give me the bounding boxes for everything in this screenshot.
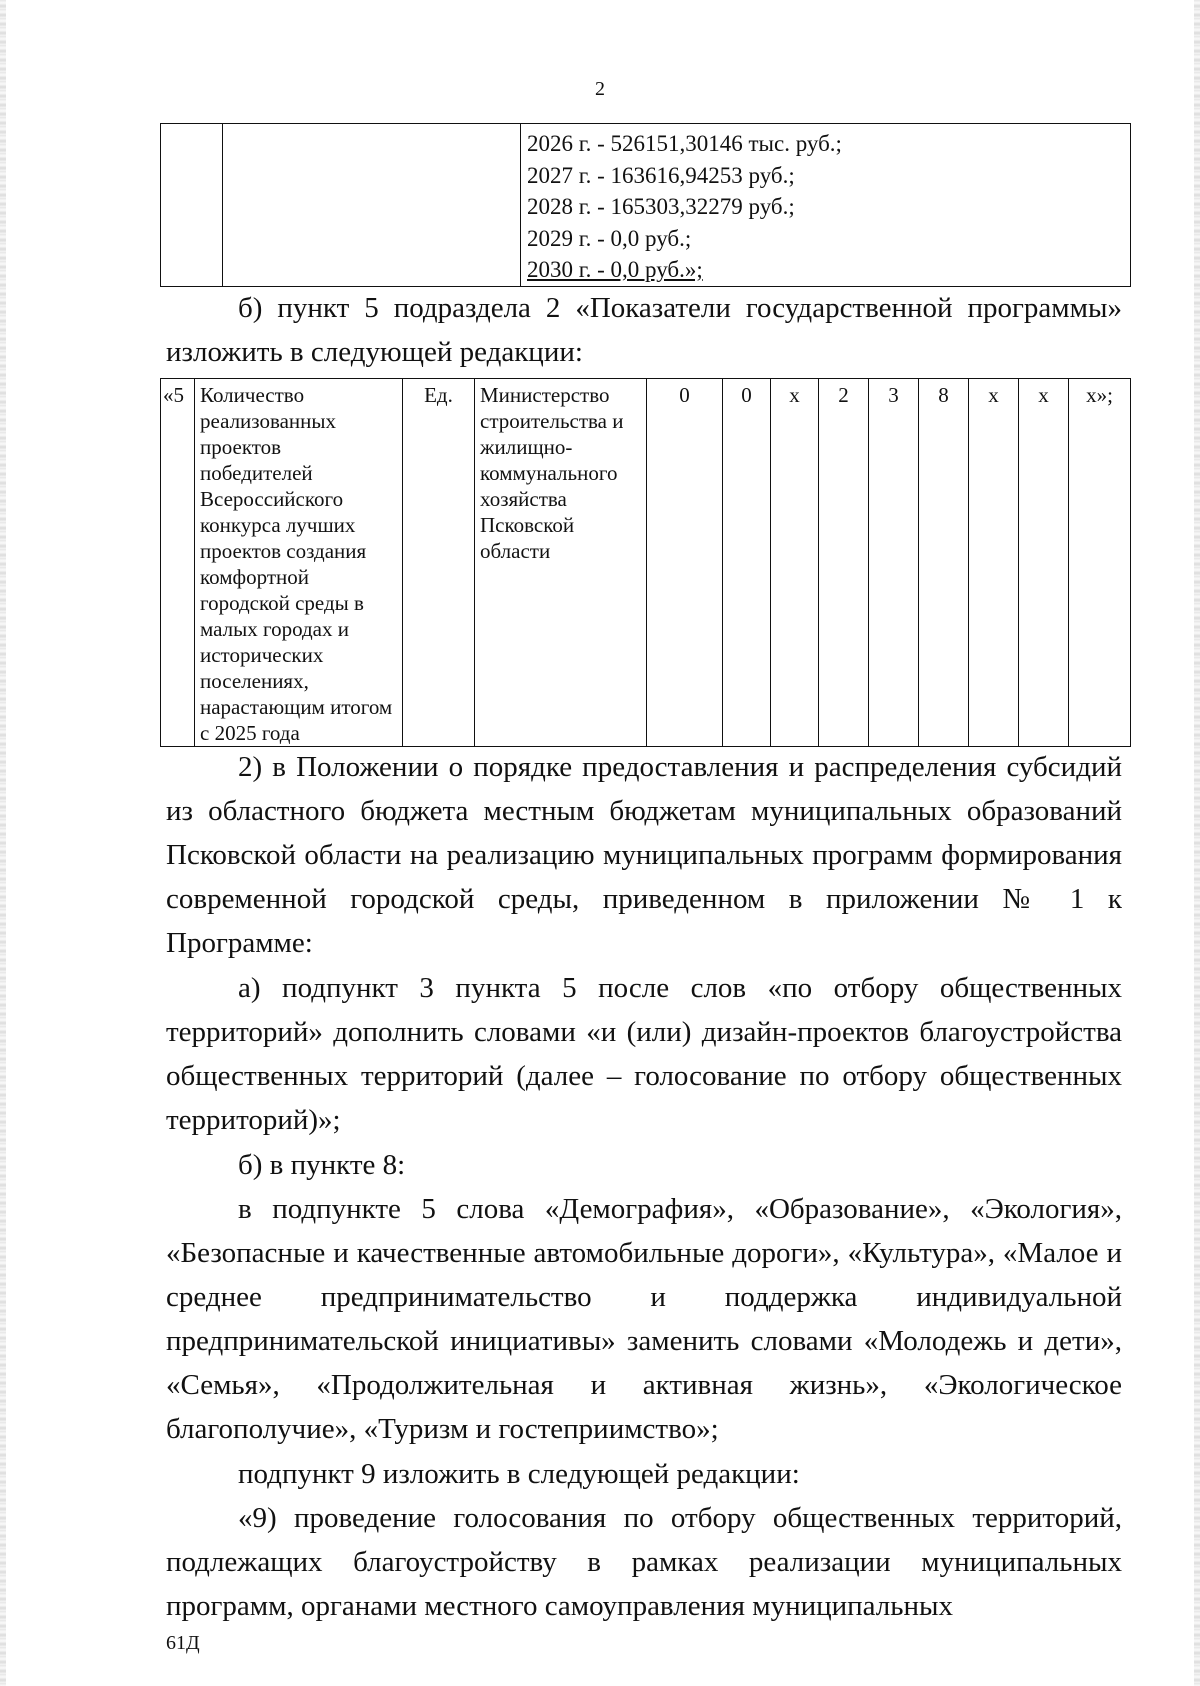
budget-table-cell-values <box>521 124 1131 287</box>
indicator-value: х <box>969 379 1019 747</box>
paragraph-a: а) подпункт 3 пункта 5 после слов «по отбору общественных территорий» дополнить словами «и (или) дизайн-проектов благоустройства общественных территорий (далее – голосование по отбору общественных территорий)»; <box>166 972 1122 1136</box>
paragraph-9: «9) проведение голосования по отбору общественных территорий, подлежащих благоустройству в рамках реализации муниципальных программ, органами местного самоуправления муниципальных <box>166 1502 1122 1622</box>
page-number: 2 <box>595 78 605 100</box>
paragraph-b-point8: б) в пункте 8: <box>238 1149 406 1181</box>
budget-table <box>160 123 1131 287</box>
paragraph-sub9: подпункт 9 изложить в следующей редакции: <box>238 1458 800 1490</box>
indicator-name: Количество реализованных проектов победителей Всероссийского конкурса лучших проектов создания комфортной городской среды в малых городах и исторических поселениях, нарастающим итогом с 2025 года <box>195 379 403 747</box>
document-code: 61Д <box>166 1632 200 1654</box>
budget-line: 2026 г. - 526151,30146 тыс. руб.; <box>527 131 842 156</box>
indicator-value: х <box>1019 379 1069 747</box>
indicator-value: 0 <box>647 379 723 747</box>
paragraph-2-intro: 2) в Положении о порядке предоставления и распределения субсидий из областного бюджета местным бюджетам муниципальных образований Псковской области на реализацию муниципальных программ формирования современной городской среды, приведенном в приложении № 1 к Программе: <box>166 751 1122 959</box>
budget-table-cell-empty <box>223 124 521 287</box>
indicator-value: х»; <box>1069 379 1131 747</box>
indicator-table <box>160 378 1131 747</box>
indicator-responsible: Министерство строительства и жилищно-коммунального хозяйства Псковской области <box>475 379 647 747</box>
indicator-value: 3 <box>869 379 919 747</box>
table-row <box>161 124 1131 287</box>
paragraph-sub5: в подпункте 5 слова «Демография», «Образование», «Экология», «Безопасные и качественные автомобильные дороги», «Культура», «Малое и среднее предпринимательство и поддержка индивидуальной предпринимательской инициативы» заменить словами «Молодежь и дети», «Семья», «Продолжительная и активная жизнь», «Экологическое благополучие», «Туризм и гостеприимство»; <box>166 1193 1122 1445</box>
table-row <box>161 379 1131 747</box>
budget-line: 2030 г. - 0,0 руб.»; <box>527 257 703 282</box>
indicator-value: 2 <box>819 379 869 747</box>
budget-line: 2028 г. - 165303,32279 руб.; <box>527 194 795 219</box>
indicator-unit: Ед. <box>403 379 475 747</box>
indicator-number: «5 <box>161 379 195 747</box>
indicator-value: 8 <box>919 379 969 747</box>
indicator-value: 0 <box>723 379 771 747</box>
budget-line: 2029 г. - 0,0 руб.; <box>527 225 692 251</box>
scan-edge-right <box>1194 0 1200 1686</box>
indicator-value: х <box>771 379 819 747</box>
paragraph-b-point5: б) пункт 5 подраздела 2 «Показатели государственной программы» изложить в следующей редакции: <box>166 292 1122 368</box>
budget-table-cell-empty <box>161 124 223 287</box>
budget-line: 2027 г. - 163616,94253 руб.; <box>527 162 795 188</box>
scan-edge-left <box>0 0 6 1686</box>
